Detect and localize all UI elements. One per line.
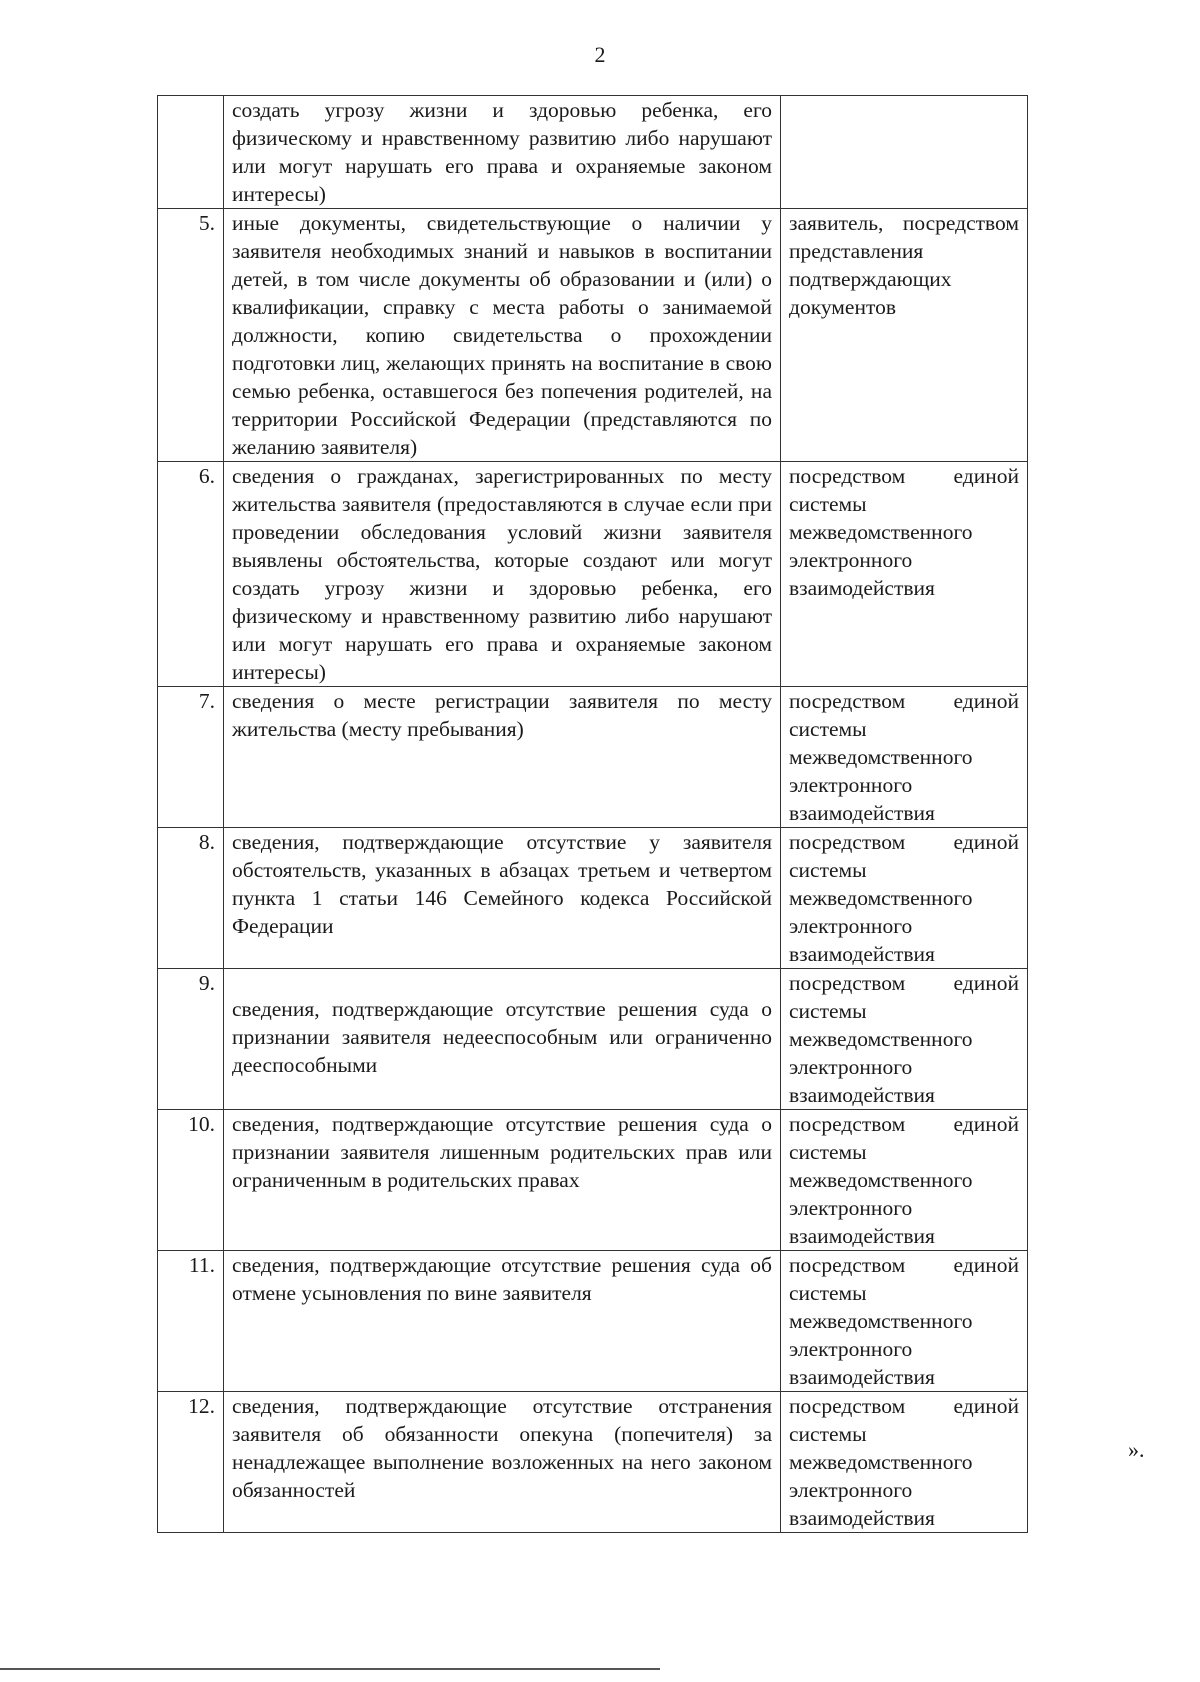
row-number: 6. (158, 462, 224, 687)
row-method: посредством единой системы межведомственного электронного взаимодействия (781, 828, 1028, 969)
row-description: сведения, подтверждающие отсутствие у заявителя обстоятельств, указанных в абзацах третьем и четвертом пункта 1 статьи 146 Семейного кодекса Российской Федерации (224, 828, 781, 969)
row-description: сведения, подтверждающие отсутствие решения суда о признании заявителя лишенным родительских прав или ограниченным в родительских правах (224, 1110, 781, 1251)
row-number: 7. (158, 687, 224, 828)
row-number: 8. (158, 828, 224, 969)
filler-cell (1028, 828, 1118, 969)
row-method (781, 96, 1028, 209)
table-row (158, 462, 1118, 687)
row-method: посредством единой системы межведомственного электронного взаимодействия (781, 1392, 1028, 1533)
table-row (158, 1251, 1118, 1392)
page-number: 2 (594, 42, 606, 67)
filler-cell (1028, 1392, 1118, 1533)
row-method: посредством единой системы межведомственного электронного взаимодействия (781, 687, 1028, 828)
filler-cell (1028, 1110, 1118, 1251)
table-row (158, 96, 1118, 209)
row-description: сведения о гражданах, зарегистрированных по месту жительства заявителя (предоставляются в случае если при проведении обследования условий жизни заявителя выявлены обстоятельства, которые создают или могут создать угрозу жизни и здоровью ребенка, его физическому и нравственному развитию либо нарушают или могут нарушать его права и охраняемые законом интересы) (224, 462, 781, 687)
row-number: 5. (158, 209, 224, 462)
row-method: посредством единой системы межведомственного электронного взаимодействия (781, 1110, 1028, 1251)
filler-cell (1028, 96, 1118, 209)
filler-cell (1028, 462, 1118, 687)
table-row (158, 969, 1118, 1110)
table-row (158, 209, 1118, 462)
row-description: сведения, подтверждающие отсутствие решения суда об отмене усыновления по вине заявителя (224, 1251, 781, 1392)
table-row (158, 1392, 1118, 1533)
row-method: посредством единой системы межведомственного электронного взаимодействия (781, 1251, 1028, 1392)
row-number (158, 96, 224, 209)
row-number: 11. (158, 1251, 224, 1392)
row-description: сведения о месте регистрации заявителя по месту жительства (месту пребывания) (224, 687, 781, 828)
documents-table (157, 95, 1118, 1533)
filler-cell (1028, 969, 1118, 1110)
closing-quote: ». (1128, 1437, 1145, 1462)
row-number: 12. (158, 1392, 224, 1533)
table-row (158, 687, 1118, 828)
row-description: иные документы, свидетельствующие о наличии у заявителя необходимых знаний и навыков в воспитании детей, в том числе документы об образовании и (или) о квалификации, справку с места работы о занимаемой должности, копию свидетельства о прохождении подготовки лиц, желающих принять на воспитание в свою семью ребенка, оставшегося без попечения родителей, на территории Российской Федерации (представляются по желанию заявителя) (224, 209, 781, 462)
row-method: заявитель, посредством представления подтверждающих документов (781, 209, 1028, 462)
filler-cell (1028, 687, 1118, 828)
row-number: 9. (158, 969, 224, 1110)
row-description: создать угрозу жизни и здоровью ребенка, его физическому и нравственному развитию либо нарушают или могут нарушать его права и охраняемые законом интересы) (224, 96, 781, 209)
filler-cell (1028, 209, 1118, 462)
row-number: 10. (158, 1110, 224, 1251)
row-description: сведения, подтверждающие отсутствие решения суда о признании заявителя недееспособным или ограниченно дееспособными (224, 969, 781, 1110)
row-description: сведения, подтверждающие отсутствие отстранения заявителя об обязанности опекуна (попечителя) за ненадлежащее выполнение возложенных на него законом обязанностей (224, 1392, 781, 1533)
table-row (158, 828, 1118, 969)
row-method: посредством единой системы межведомственного электронного взаимодействия (781, 969, 1028, 1110)
bottom-rule (0, 1668, 660, 1670)
filler-cell (1028, 1251, 1118, 1392)
table-row (158, 1110, 1118, 1251)
row-method: посредством единой системы межведомственного электронного взаимодействия (781, 462, 1028, 687)
